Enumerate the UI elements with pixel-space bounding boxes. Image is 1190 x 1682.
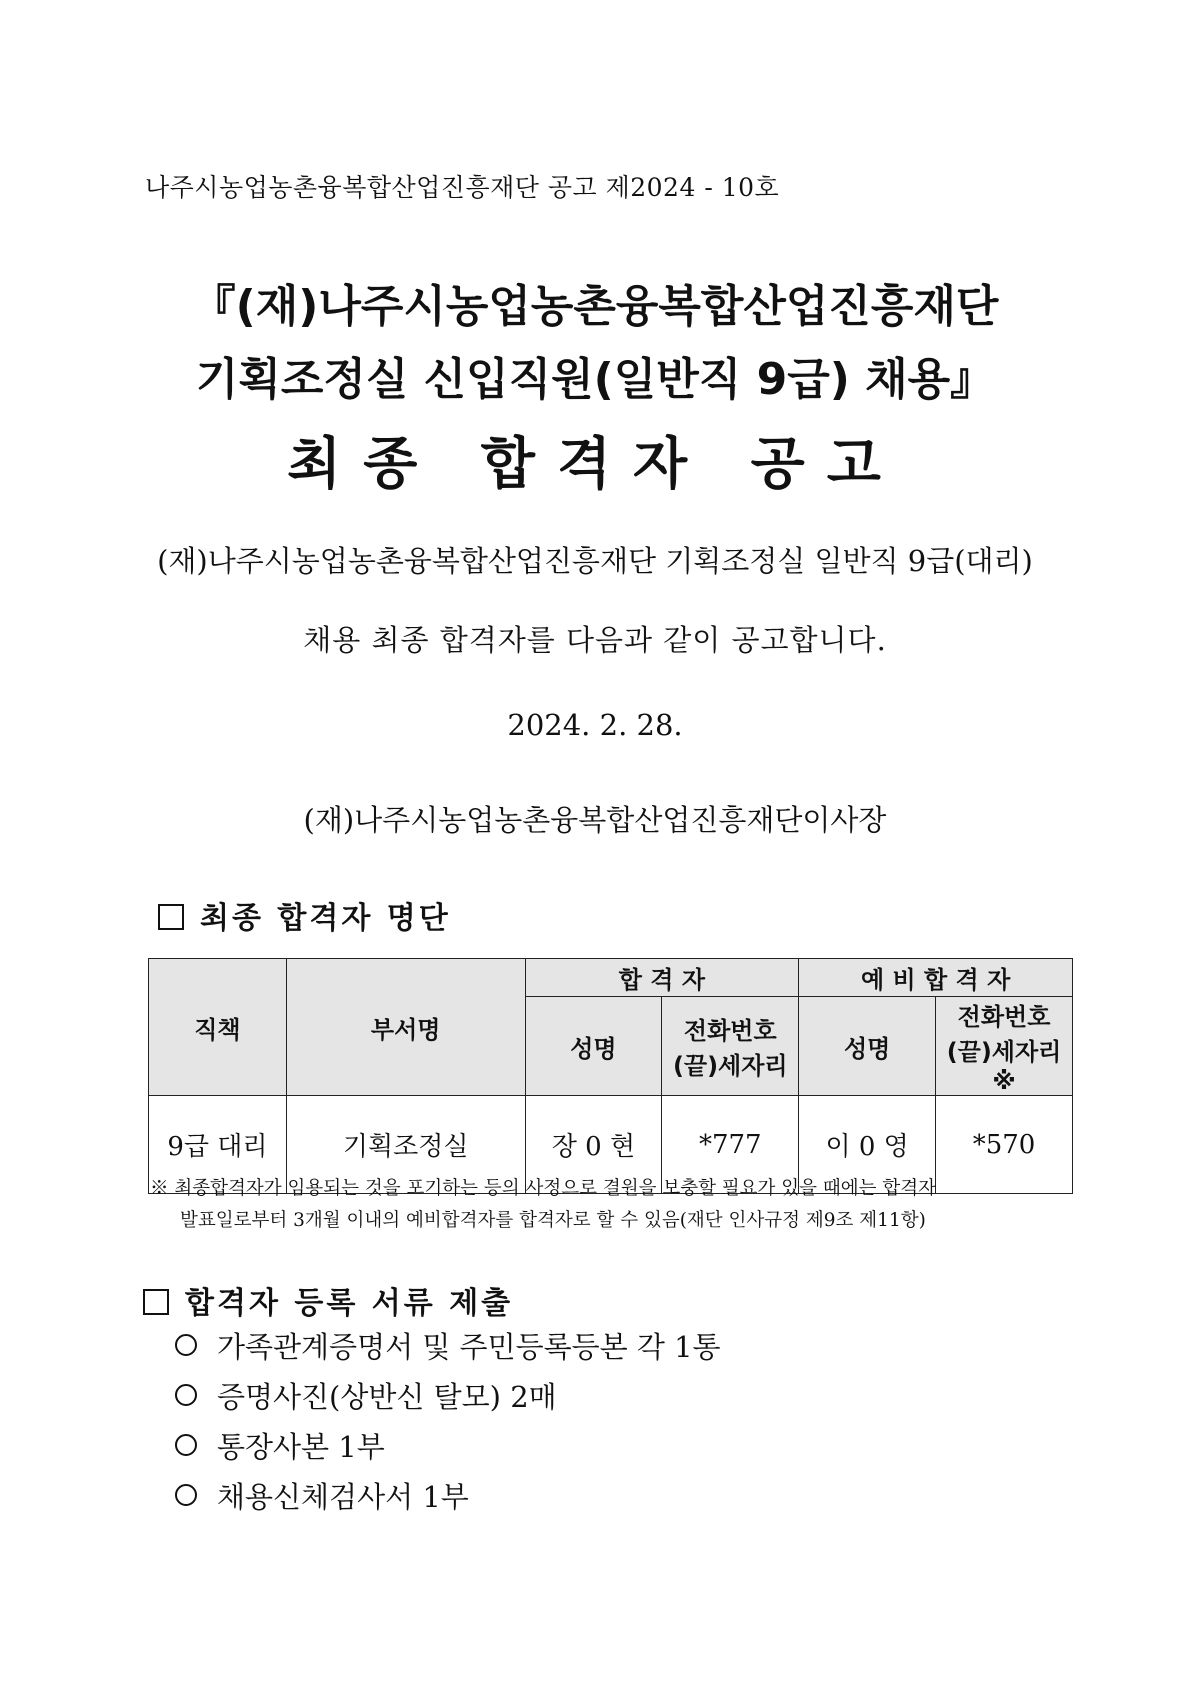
header-phone-line-2: (끝)세자리 xyxy=(672,1052,788,1080)
notice-number: 나주시농업농촌융복합산업진흥재단 공고 제2024 - 10호 xyxy=(145,173,780,202)
list-item: 증명사진(상반신 탈모) 2매 xyxy=(175,1372,721,1422)
section-title: 최종 합격자 명단 xyxy=(200,901,451,936)
list-item: 통장사본 1부 xyxy=(175,1422,721,1472)
notice-date: 2024. 2. 28. xyxy=(507,708,683,742)
title-line-1: 『(재)나주시농업농촌융복합산업진흥재단 xyxy=(191,281,999,332)
header-reserve-group: 예 비 합 격 자 xyxy=(799,959,1073,997)
checkbox-square-icon xyxy=(158,904,184,930)
header-position: 직책 xyxy=(149,959,287,1096)
final-result-table xyxy=(148,958,1073,1194)
list-item: 가족관계증명서 및 주민등록등본 각 1통 xyxy=(175,1322,721,1372)
header-reserve-phone xyxy=(936,997,1073,1096)
header-passed-group: 합 격 자 xyxy=(525,959,799,997)
header-phone-line-2: (끝)세자리※ xyxy=(946,1038,1062,1095)
circle-bullet-icon xyxy=(175,1334,197,1356)
cell-reserve-phone: *570 xyxy=(936,1096,1073,1194)
header-passed-name: 성명 xyxy=(525,997,662,1096)
cell-position: 9급 대리 xyxy=(149,1096,287,1194)
cell-passed-phone: *777 xyxy=(662,1096,799,1194)
document-list xyxy=(175,1322,721,1522)
cell-department: 기획조정실 xyxy=(286,1096,525,1194)
cell-reserve-name: 이 0 영 xyxy=(799,1096,936,1194)
header-reserve-name: 성명 xyxy=(799,997,936,1096)
table-note-line-2: 발표일로부터 3개월 이내의 예비합격자를 합격자로 할 수 있음(재단 인사규정 제9조 제11항) xyxy=(180,1210,926,1231)
table-note-line-1: ※ 최종합격자가 임용되는 것을 포기하는 등의 사정으로 결원을 보충할 필요가 있을 때에는 합격자 xyxy=(150,1178,937,1199)
section-heading-final-list xyxy=(158,893,451,937)
cell-passed-name: 장 0 현 xyxy=(525,1096,662,1194)
circle-bullet-icon xyxy=(175,1384,197,1406)
title-line-2: 기획조정실 신입직원(일반직 9급) 채용』 xyxy=(195,354,995,405)
section-heading-documents xyxy=(143,1278,513,1322)
list-item: 채용신체검사서 1부 xyxy=(175,1472,721,1522)
checkbox-square-icon xyxy=(143,1289,169,1315)
issuer: (재)나주시농업농촌융복합산업진흥재단이사장 xyxy=(303,803,887,837)
section-title: 합격자 등록 서류 제출 xyxy=(185,1286,514,1321)
header-phone-line-1: 전화번호 xyxy=(957,1003,1051,1031)
header-department: 부서명 xyxy=(286,959,525,1096)
circle-bullet-icon xyxy=(175,1484,197,1506)
body-text-line-2: 채용 최종 합격자를 다음과 같이 공고합니다. xyxy=(303,623,887,657)
body-text-line-1: (재)나주시농업농촌융복합산업진흥재단 기획조정실 일반직 9급(대리) xyxy=(157,544,1033,578)
header-passed-phone xyxy=(662,997,799,1096)
header-phone-line-1: 전화번호 xyxy=(683,1017,777,1045)
page-title: 최종 합격자 공고 xyxy=(287,432,903,497)
circle-bullet-icon xyxy=(175,1434,197,1456)
